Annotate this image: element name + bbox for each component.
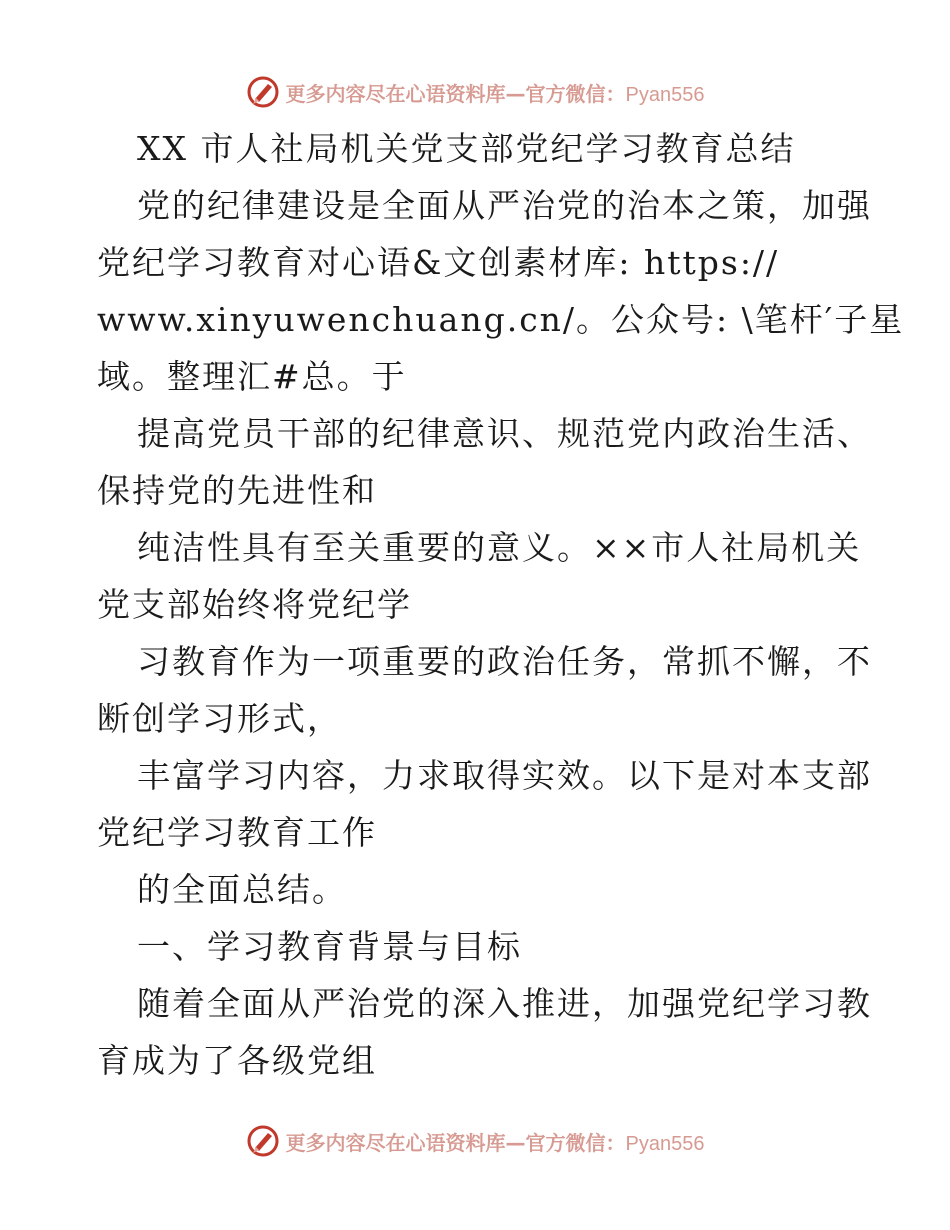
footer-banner-label: 更多内容尽在心语资料库—官方微信： xyxy=(285,1130,626,1155)
text-line: 丰富学习内容，力求取得实效。以下是对本支部 xyxy=(137,756,872,795)
text-line: 党的纪律建设是全面从严治党的治本之策，加强 xyxy=(137,186,872,225)
text-line: 断创学习形式， xyxy=(97,699,342,738)
text-line: www.xinyuwenchuang.cn/。公众号: \笔杆′子星 xyxy=(97,300,905,339)
text-line: 保持党的先进性和 xyxy=(97,471,377,510)
text-line: 随着全面从严治党的深入推进，加强党纪学习教 xyxy=(137,984,872,1023)
text-line: 提高党员干部的纪律意识、规范党内政治生活、 xyxy=(137,414,872,453)
text-line: 育成为了各级党组 xyxy=(97,1041,377,1080)
text-line: 党支部始终将党纪学 xyxy=(97,585,412,624)
header-watermark-banner xyxy=(0,72,950,112)
header-banner-label: 更多内容尽在心语资料库—官方微信： xyxy=(285,81,626,106)
document-title: XX 市人社局机关党支部党纪学习教育总结 xyxy=(137,129,796,168)
footer-banner-text xyxy=(286,1127,705,1156)
text-line: 习教育作为一项重要的政治任务，常抓不懈，不 xyxy=(137,642,872,681)
text-line: 域。整理汇#总。于 xyxy=(97,357,407,396)
footer-watermark-banner xyxy=(0,1121,950,1161)
section-heading: 一、学习教育背景与目标 xyxy=(137,927,522,966)
text-line: 纯洁性具有至关重要的意义。××市人社局机关 xyxy=(137,528,862,567)
document-body xyxy=(97,120,905,1089)
footer-banner-wechat-id: Pyan556 xyxy=(625,1132,705,1155)
text-line: 党纪学习教育工作 xyxy=(97,813,377,852)
text-line: 党纪学习教育对心语&文创素材库: https:// xyxy=(97,243,780,282)
header-banner-wechat-id: Pyan556 xyxy=(625,83,705,106)
text-line: 的全面总结。 xyxy=(137,870,347,909)
brush-logo-icon xyxy=(246,1124,280,1158)
brush-logo-icon xyxy=(246,75,280,109)
header-banner-text xyxy=(286,78,705,107)
